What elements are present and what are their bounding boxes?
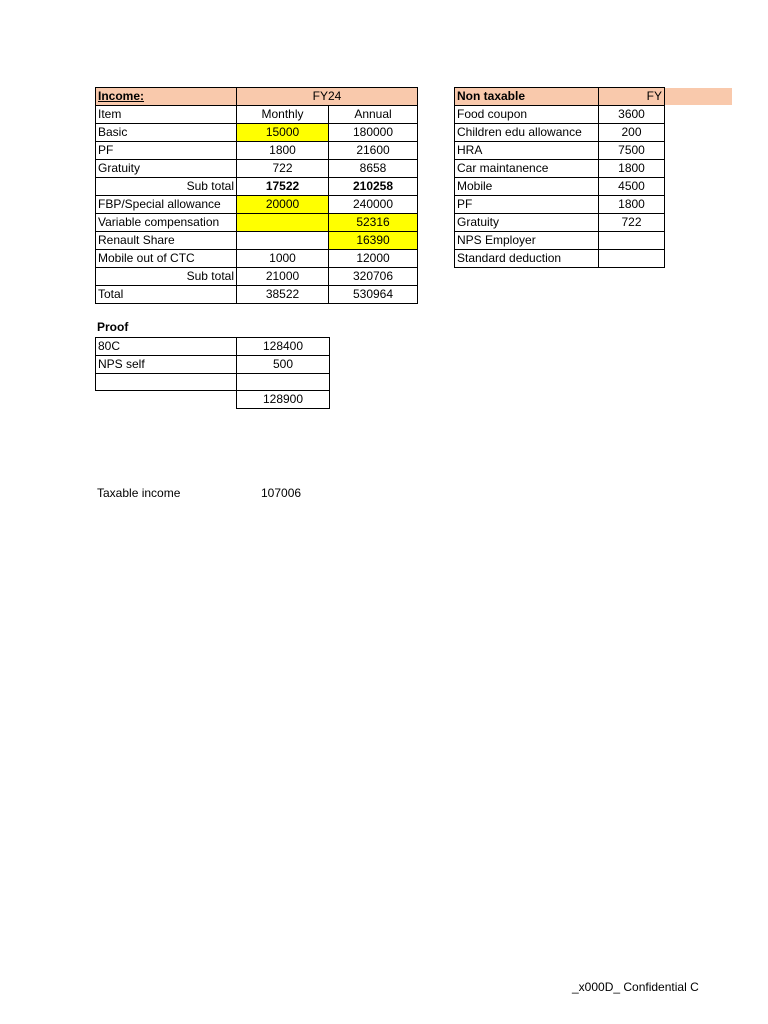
income-item[interactable]: Mobile out of CTC bbox=[96, 250, 237, 268]
non-taxable-value[interactable]: 1800 bbox=[599, 196, 665, 214]
non-taxable-value[interactable] bbox=[599, 250, 665, 268]
income-item[interactable]: Variable compensation bbox=[96, 214, 237, 232]
income-col-annual[interactable]: Annual bbox=[329, 106, 418, 124]
income-table bbox=[95, 87, 418, 304]
proof-title[interactable]: Proof bbox=[97, 320, 129, 334]
non-taxable-item[interactable]: PF bbox=[455, 196, 599, 214]
proof-item[interactable]: NPS self bbox=[96, 356, 237, 374]
table-row bbox=[96, 142, 418, 160]
income-header-row bbox=[96, 88, 418, 106]
income-header-label[interactable]: Income: bbox=[96, 88, 237, 106]
proof-value[interactable]: 500 bbox=[237, 356, 330, 374]
non-taxable-header-period[interactable]: FY bbox=[599, 88, 665, 106]
table-row bbox=[455, 178, 665, 196]
non-taxable-item[interactable]: Children edu allowance bbox=[455, 124, 599, 142]
income-annual[interactable]: 52316 bbox=[329, 214, 418, 232]
confidential-footer: _x000D_ Confidential C bbox=[572, 980, 699, 994]
non-taxable-value[interactable] bbox=[599, 232, 665, 250]
table-row bbox=[455, 124, 665, 142]
table-row bbox=[455, 196, 665, 214]
income-annual[interactable]: 530964 bbox=[329, 286, 418, 304]
non-taxable-item[interactable]: HRA bbox=[455, 142, 599, 160]
table-row bbox=[96, 214, 418, 232]
non-taxable-value[interactable]: 4500 bbox=[599, 178, 665, 196]
proof-item[interactable]: 80C bbox=[96, 338, 237, 356]
income-monthly[interactable]: 17522 bbox=[237, 178, 329, 196]
table-row bbox=[455, 214, 665, 232]
non-taxable-header-extension bbox=[664, 88, 732, 105]
non-taxable-value[interactable]: 200 bbox=[599, 124, 665, 142]
proof-total-value[interactable]: 128900 bbox=[237, 391, 330, 409]
non-taxable-item[interactable]: Car maintanence bbox=[455, 160, 599, 178]
table-row bbox=[96, 374, 330, 391]
income-header-period[interactable]: FY24 bbox=[237, 88, 418, 106]
income-monthly[interactable]: 722 bbox=[237, 160, 329, 178]
income-annual[interactable]: 16390 bbox=[329, 232, 418, 250]
table-row bbox=[455, 142, 665, 160]
non-taxable-item[interactable]: NPS Employer bbox=[455, 232, 599, 250]
non-taxable-header-row bbox=[455, 88, 665, 106]
non-taxable-value[interactable]: 1800 bbox=[599, 160, 665, 178]
non-taxable-table bbox=[454, 87, 665, 268]
subtotal-row bbox=[96, 178, 418, 196]
income-annual[interactable]: 320706 bbox=[329, 268, 418, 286]
income-monthly[interactable]: 21000 bbox=[237, 268, 329, 286]
income-annual[interactable]: 21600 bbox=[329, 142, 418, 160]
table-row bbox=[455, 160, 665, 178]
non-taxable-value[interactable]: 722 bbox=[599, 214, 665, 232]
taxable-income-value[interactable]: 107006 bbox=[261, 486, 302, 500]
non-taxable-item[interactable]: Standard deduction bbox=[455, 250, 599, 268]
subtotal-row bbox=[96, 268, 418, 286]
income-annual[interactable]: 240000 bbox=[329, 196, 418, 214]
total-row bbox=[96, 286, 418, 304]
proof-item[interactable] bbox=[96, 374, 237, 391]
table-row bbox=[96, 232, 418, 250]
non-taxable-header-label[interactable]: Non taxable bbox=[455, 88, 599, 106]
income-monthly[interactable]: 1000 bbox=[237, 250, 329, 268]
proof-total-row bbox=[96, 391, 330, 409]
table-row bbox=[96, 160, 418, 178]
table-row bbox=[96, 196, 418, 214]
income-item[interactable]: Gratuity bbox=[96, 160, 237, 178]
income-monthly[interactable] bbox=[237, 232, 329, 250]
non-taxable-item[interactable]: Food coupon bbox=[455, 106, 599, 124]
income-annual[interactable]: 12000 bbox=[329, 250, 418, 268]
table-row bbox=[455, 250, 665, 268]
income-item[interactable]: Total bbox=[96, 286, 237, 304]
income-col-monthly[interactable]: Monthly bbox=[237, 106, 329, 124]
table-row bbox=[96, 124, 418, 142]
proof-total-spacer bbox=[96, 391, 237, 409]
proof-value[interactable] bbox=[237, 374, 330, 391]
table-row bbox=[455, 232, 665, 250]
income-item[interactable]: FBP/Special allowance bbox=[96, 196, 237, 214]
income-item[interactable]: Basic bbox=[96, 124, 237, 142]
proof-table bbox=[95, 337, 330, 409]
non-taxable-item[interactable]: Gratuity bbox=[455, 214, 599, 232]
income-annual[interactable]: 8658 bbox=[329, 160, 418, 178]
income-monthly[interactable]: 15000 bbox=[237, 124, 329, 142]
non-taxable-value[interactable]: 7500 bbox=[599, 142, 665, 160]
income-item[interactable]: Renault Share bbox=[96, 232, 237, 250]
non-taxable-value[interactable]: 3600 bbox=[599, 106, 665, 124]
income-item[interactable]: PF bbox=[96, 142, 237, 160]
proof-value[interactable]: 128400 bbox=[237, 338, 330, 356]
income-monthly[interactable]: 20000 bbox=[237, 196, 329, 214]
income-col-item[interactable]: Item bbox=[96, 106, 237, 124]
taxable-income-label[interactable]: Taxable income bbox=[97, 486, 181, 500]
non-taxable-item[interactable]: Mobile bbox=[455, 178, 599, 196]
table-row bbox=[455, 106, 665, 124]
income-item[interactable]: Sub total bbox=[96, 178, 237, 196]
income-item[interactable]: Sub total bbox=[96, 268, 237, 286]
income-monthly[interactable]: 38522 bbox=[237, 286, 329, 304]
income-monthly[interactable]: 1800 bbox=[237, 142, 329, 160]
table-row bbox=[96, 338, 330, 356]
income-annual[interactable]: 210258 bbox=[329, 178, 418, 196]
table-row bbox=[96, 356, 330, 374]
table-row bbox=[96, 250, 418, 268]
income-monthly[interactable] bbox=[237, 214, 329, 232]
income-subheader-row bbox=[96, 106, 418, 124]
income-annual[interactable]: 180000 bbox=[329, 124, 418, 142]
